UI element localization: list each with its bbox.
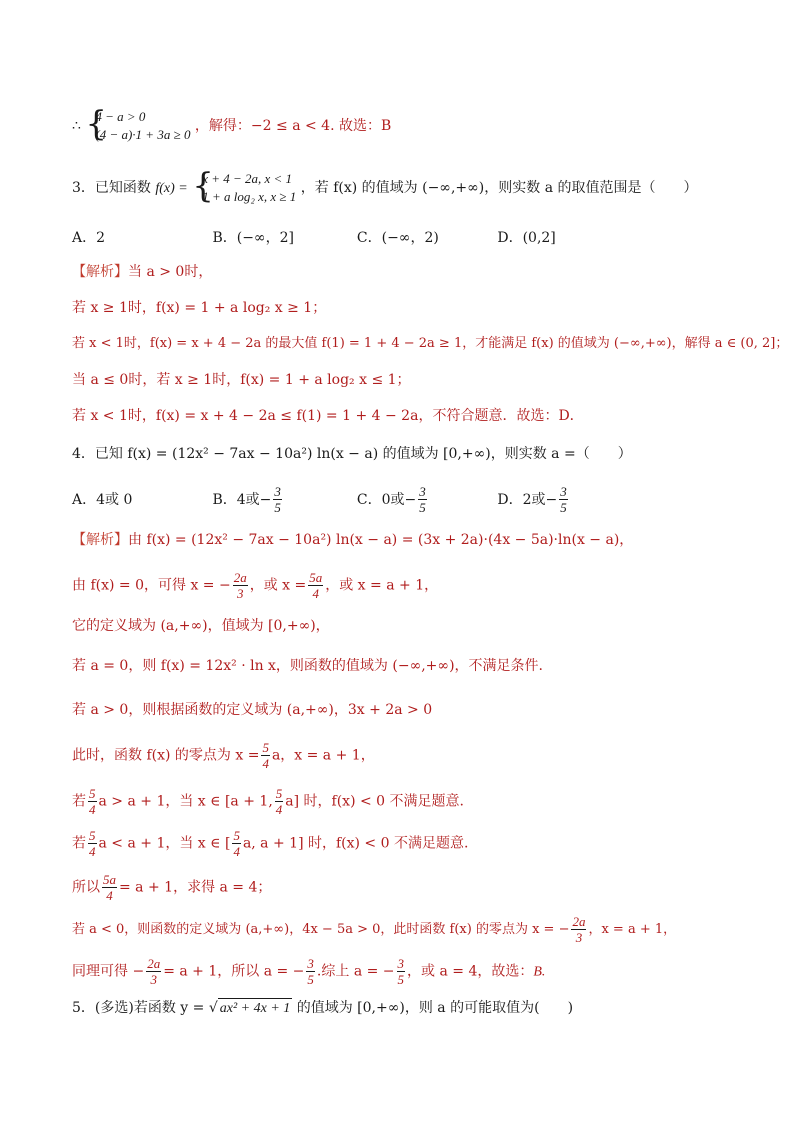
- q4-choices: [72, 484, 570, 515]
- q4-choice-c: [357, 484, 493, 515]
- q5-sqrt-radicand: ax² + 4x + 1: [218, 998, 293, 1019]
- q3-choice-d: D．(0,2]: [497, 230, 556, 246]
- q3-case1: x + 4 − 2a, x < 1: [202, 171, 293, 186]
- q3-choice-b: B．(−∞，2]: [212, 230, 294, 246]
- q4-l7a: 若: [72, 793, 86, 810]
- sqrt-symbol: √: [208, 1000, 218, 1016]
- q3-analysis-text-5: 若 x < 1时，f(x) = x + 4 − 2a ≤ f(1) = 1 + 4 − 2a，不符合题意．故选：D．: [72, 408, 584, 424]
- analysis-tag: 【解析】: [72, 532, 128, 548]
- q4-l11-den2: 5: [307, 972, 314, 987]
- q4-choice-b-label: B．4或−: [212, 491, 272, 508]
- prev-system-row1: 4 − a > 0: [95, 109, 146, 124]
- q4-l9-num: 5a: [103, 872, 116, 887]
- q3-analysis-text-4: 当 a ≤ 0时，若 x ≥ 1时，f(x) = 1 + a log₂ x ≤ 1；: [72, 372, 411, 388]
- q4-choice-c-den: 5: [419, 500, 426, 515]
- q4-l8a: 若: [72, 835, 86, 852]
- q4-choice-d: [497, 484, 569, 515]
- q4-l6a: 此时，函数 f(x) 的零点为 x =: [72, 747, 260, 764]
- q4-l2-frac1-num: 2a: [233, 570, 247, 585]
- q4-l8b: a < a + 1，当 x ∈ [: [98, 835, 231, 852]
- q4-l8c: a, a + 1] 时，f(x) < 0 不满足题意.: [242, 835, 469, 852]
- q4-l11-num3: 3: [397, 956, 405, 971]
- q3-analysis-text-1: 当 a > 0时，: [128, 264, 213, 280]
- q4-analysis-11: [72, 956, 545, 987]
- q4-analysis-1: [72, 530, 633, 550]
- q4-analysis-8: [72, 828, 468, 859]
- q4-analysis-7: [72, 786, 464, 817]
- q4-analysis-3: [72, 616, 330, 636]
- q4-l2a: 由 f(x) = 0，可得 x = −: [72, 577, 231, 594]
- q4-stem: [72, 444, 632, 464]
- q4-l11-den: 3: [150, 972, 157, 987]
- q3-case2: 1 + a log₂ x, x ≥ 1: [202, 189, 297, 204]
- q4-l11d: ，或 a = 4，故选：: [407, 963, 534, 980]
- q3-analysis-1: [72, 262, 212, 282]
- q4-choice-b: [212, 484, 352, 515]
- q4-choice-b-num: 3: [274, 484, 281, 499]
- q3-choice-a: A．2: [72, 230, 106, 246]
- analysis-tag: 【解析】: [72, 264, 128, 280]
- q4-l11b: = a + 1，所以 a = −: [163, 963, 305, 980]
- q3-analysis-4: [72, 370, 411, 390]
- prev-system-row2: (4 − a)·1 + 3a ≥ 0: [95, 127, 191, 142]
- q4-l7c: a] 时，f(x) < 0 不满足题意.: [285, 793, 464, 810]
- q3-analysis-text-3: 若 x < 1时，f(x) = x + 4 − 2a 的最大值 f(1) = 1 + 4 − 2a ≥ 1，才能满足 f(x) 的值域为 (−∞,+∞)，解得 a ∈ (0, 2]；: [72, 336, 789, 351]
- q4-l2b: ，或 x =: [249, 577, 307, 594]
- q4-l9a: 所以: [72, 879, 100, 896]
- q3-stem: [72, 166, 698, 206]
- q4-analysis-text-5: 若 a > 0，则根据函数的定义域为 (a,+∞)，3x + 2a > 0: [72, 702, 433, 718]
- q4-l11-num2: 3: [307, 956, 314, 971]
- q4-analysis-4: [72, 656, 543, 676]
- q4-l11-num: 2a: [147, 956, 161, 971]
- q4-l6-den: 4: [262, 756, 269, 771]
- q4-l2-frac2-num: 5a: [309, 570, 323, 585]
- q3-fx: f(x) =: [155, 181, 188, 196]
- q3-analysis-text-2: 若 x ≥ 1时，f(x) = 1 + a log₂ x ≥ 1；: [72, 300, 327, 316]
- q4-analysis-text-4: 若 a = 0，则 f(x) = 12x² · ln x，则函数的值域为 (−∞,+∞)，不满足条件.: [72, 658, 543, 674]
- q4-analysis-5: [72, 700, 432, 720]
- therefore-symbol: ∴: [72, 118, 81, 134]
- prev-system: { 4 − a > 0 (4 − a)·1 + 3a ≥ 0: [85, 104, 191, 144]
- q4-l8-den: 4: [89, 844, 96, 859]
- q4-choice-d-num: 3: [560, 484, 567, 499]
- q5-stem-b: 的值域为 [0,+∞)，则 a 的可能取值为( ): [296, 1000, 574, 1016]
- q4-stem-text: 4．已知 f(x) = (12x² − 7ax − 10a²) ln(x − a) 的值域为 [0,+∞)，则实数 a =（ ）: [72, 446, 632, 462]
- q3-analysis-2: [72, 298, 326, 318]
- q4-l10a: 若 a < 0，则函数的定义域为 (a,+∞)，4x − 5a > 0，此时函数 f(x) 的零点为 x = −: [72, 922, 570, 937]
- prev-solve: ，解得：−2 ≤ a < 4. 故选：B: [194, 118, 392, 134]
- q4-choice-c-label: C．0或−: [356, 491, 417, 508]
- q4-analysis-9: [72, 872, 271, 903]
- q4-l2-frac1-den: 3: [236, 586, 244, 601]
- q4-l2c: ，或 x = a + 1，: [325, 577, 439, 594]
- q4-choice-d-den: 5: [560, 500, 567, 515]
- q4-l7-num: 5: [89, 786, 96, 801]
- q3-text: ，若 f(x) 的值域为 (−∞,+∞)，则实数 a 的取值范围是（ ）: [300, 180, 698, 196]
- q3-analysis-3: [72, 334, 788, 354]
- q4-l8-num: 5: [89, 828, 96, 843]
- q4-choice-b-den: 5: [274, 500, 281, 515]
- prev-answer-line: [72, 104, 392, 144]
- q3-number: 3．已知函数: [72, 180, 151, 196]
- q5-stem: [72, 998, 573, 1019]
- q4-l6b: a，x = a + 1，: [271, 747, 375, 764]
- q3-analysis-5: [72, 406, 584, 426]
- q4-l7-den: 4: [89, 802, 96, 817]
- q4-l8-num-2: 5: [233, 828, 240, 843]
- q4-l10b: ，x = a + 1，: [588, 922, 677, 937]
- q4-l11e: B.: [533, 964, 546, 980]
- q3-piecewise: { x + 4 − 2a, x < 1 1 + a log₂ x, x ≥ 1: [192, 166, 297, 206]
- q4-l2-frac2-den: 4: [312, 586, 319, 601]
- q4-choice-a-label: A．4或 0: [72, 491, 133, 508]
- q4-l7b: a > a + 1，当 x ∈ [a + 1,: [98, 793, 273, 810]
- q3-choices: [72, 228, 556, 248]
- q4-analysis-text-1: 由 f(x) = (12x² − 7ax − 10a²) ln(x − a) = (3x + 2a)·(4x − 5a)·ln(x − a)，: [128, 532, 634, 548]
- q4-l10-num: 2a: [572, 914, 586, 929]
- q4-l7-den-2: 4: [275, 802, 283, 817]
- q4-analysis-10: [72, 914, 676, 945]
- q4-l8-den-2: 4: [233, 844, 240, 859]
- q4-l11c: .综上 a = −: [316, 963, 395, 980]
- q4-analysis-text-3: 它的定义域为 (a,+∞)，值域为 [0,+∞)，: [72, 618, 330, 634]
- q4-choice-d-label: D．2或−: [497, 491, 558, 508]
- q4-l7-num-2: 5: [275, 786, 283, 801]
- q4-analysis-2: [72, 570, 438, 601]
- q4-l10-den: 3: [575, 930, 583, 945]
- q4-l9b: = a + 1，求得 a = 4；: [119, 879, 272, 896]
- q4-l6-num: 5: [262, 740, 269, 755]
- q4-choice-c-num: 3: [419, 484, 426, 499]
- q4-analysis-6: [72, 740, 375, 771]
- q4-l11a: 同理可得 −: [72, 963, 145, 980]
- q4-l11-den3: 5: [397, 972, 405, 987]
- q5-stem-a: 5．(多选)若函数 y =: [72, 1000, 205, 1016]
- q4-choice-a: [72, 490, 208, 510]
- q3-choice-c: C．(−∞，2): [356, 230, 439, 246]
- q4-l9-den: 4: [106, 888, 113, 903]
